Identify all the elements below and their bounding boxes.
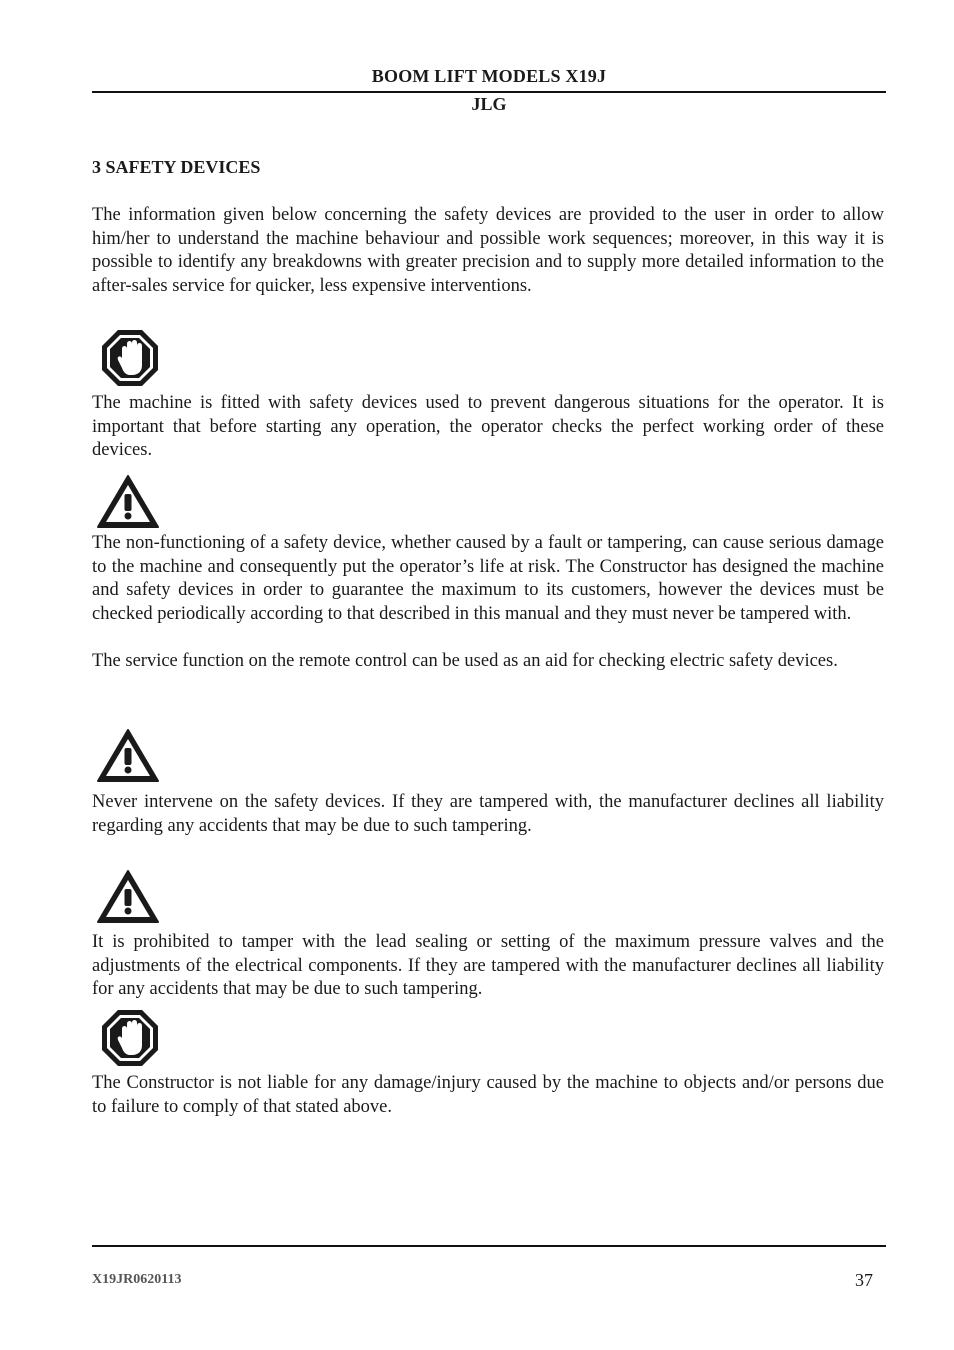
warning-paragraph-3: It is prohibited to tamper with the lead sealing or setting of the maximum pressure valves and the adjustments of the electrical components. If they are tampered with the manufacturer declines all liability for any accidents that may be due to such tampering. (92, 932, 884, 999)
intro-paragraph: The information given below concerning the safety devices are provided to the user in order to allow him/her to understand the machine behaviour and possible work sequences; moreover, in this way it is possible to identify any breakdowns with greater precision and to supply more detailed information to the after-sales service for quicker, less expensive interventions. (92, 205, 884, 296)
warning-triangle-icon (96, 869, 160, 925)
stop-hand-icon (100, 1008, 160, 1068)
stop-paragraph-2: The Constructor is not liable for any damage/injury caused by the machine to objects and/or persons due to failure to comply of that stated above. (92, 1073, 884, 1117)
section-title: 3 SAFETY DEVICES (92, 157, 261, 177)
stop-paragraph-1: The machine is fitted with safety devices used to prevent dangerous situations for the operator. It is important that before starting any operation, the operator checks the perfect working order of these devices. (92, 393, 884, 460)
footer-rule (92, 1245, 886, 1247)
warning-paragraph-1b: The service function on the remote control can be used as an aid for checking electric safety devices. (92, 651, 838, 671)
document-code: X19JR0620113 (92, 1272, 182, 1287)
header-title: BOOM LIFT MODELS X19J (371, 66, 607, 86)
warning-paragraph-1a: The non-functioning of a safety device, whether caused by a fault or tampering, can cause serious damage to the machine and consequently put the operator’s life at risk. The Constructor has designed the machine and safety devices in order to guarantee the maximum to its customers, however the devices must be checked periodically according to that described in this manual and they must never be tampered with. (92, 533, 884, 624)
page-number: 37 (855, 1270, 873, 1290)
warning-triangle-icon (96, 728, 160, 784)
warning-triangle-icon (96, 474, 160, 530)
warning-paragraph-2: Never intervene on the safety devices. If they are tampered with, the manufacturer declines all liability regarding any accidents that may be due to such tampering. (92, 792, 884, 836)
header-brand: JLG (471, 94, 507, 114)
stop-hand-icon (100, 328, 160, 388)
header-rule (92, 91, 886, 93)
